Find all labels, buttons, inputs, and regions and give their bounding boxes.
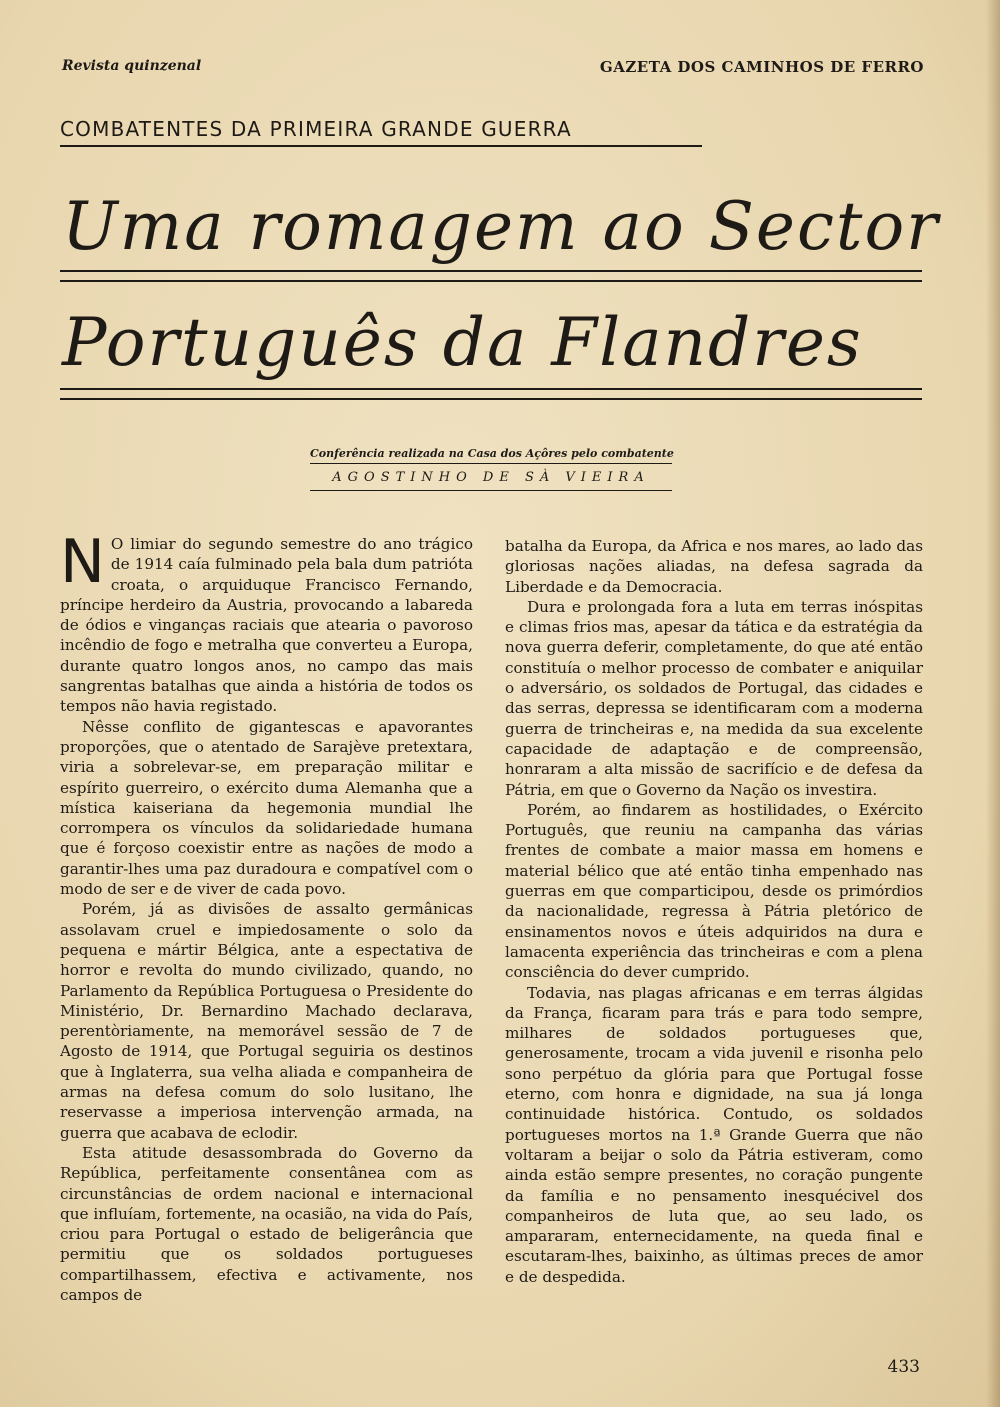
paragraph: N O limiar do segundo semestre do ano trágico de 1914 caía fulminado pela bala dum patrióta croata, o arquiduque Francisco Fernando, príncipe herdeiro da Austria, provocando a labareda de ódios e vinganças raciais que atearia o pavoroso incêndio de fogo e metralha que converteu a Europa, durante quatro longos anos, no campo das mais sangrentas batalhas que ainda a história de todos os tempos não havia registado. bbox=[60, 527, 473, 716]
paragraph: Esta atitude desassombrada do Governo da República, perfeitamente consentânea com as circunstâncias de ordem nacional e internacional que influíam, fortemente, na ocasião, na vida do País, criou para Portugal o estado de beligerância que permitiu que os soldados portugueses compartilhassem, efectiva e activamente, nos campos de bbox=[60, 1143, 473, 1304]
title-double-rule-bottom bbox=[60, 388, 922, 400]
paragraph: Porém, ao findarem as hostilidades, o Exército Português, que reuniu na campanha das várias frentes de combate a maior massa em homens e material bélico que até então tinha empenhado nas guerras em que comparticipou, desde os primórdios da nacionalidade, regressa à Pátria pletórico de ensinamentos novos e úteis adquiridos na dura e lamacenta experiência das trincheiras e com a plena consciência do dever cumprido. bbox=[505, 800, 923, 982]
page-number: 433 bbox=[887, 1357, 920, 1377]
article-kicker: COMBATENTES DA PRIMEIRA GRANDE GUERRA bbox=[60, 117, 702, 147]
paragraph: batalha da Europa, da Africa e nos mares, ao lado das gloriosas nações aliadas, na defesa sagrada da Liberdade e da Democracia. bbox=[505, 537, 923, 596]
running-header-left: Revista quinzenal bbox=[62, 58, 202, 74]
paragraph: Todavia, nas plagas africanas e em terras álgidas da França, ficaram para trás e para todo sempre, milhares de soldados portugueses que, generosamente, trocam a vida juvenil e risonha pelo sono perpétuo da glória para que Portugal fosse eterno, com honra e dignidade, na sua já longa continuidade histórica. Contudo, os soldados portugueses mortos na 1.ª Grande Guerra que não voltaram a beijar o solo da Pátria estiveram, como ainda estão sempre presentes, no coração pungente da família e no pensamento inesquécivel dos companheiros de luta que, ao seu lado, os ampararam, enternecidamente, na queda final e escutaram-lhes, baixinho, as últimas preces de amor e de despedida. bbox=[505, 983, 923, 1286]
conference-credit: Conferência realizada na Casa dos Açôres pelo combatente bbox=[310, 447, 672, 464]
paragraph: Porém, já as divisões de assalto germânicas assolavam cruel e impiedosamente o solo da pequena e mártir Bélgica, ante a espectativa de horror e revolta do mundo civilizado, quando, no Parlamento da República Portuguesa o Presidente do Ministério, Dr. Bernardino Machado declarava, perentòriamente, na memorável sessão de 7 de Agosto de 1914, que Portugal seguiria os destinos que à Inglaterra, sua velha aliada e companheira de armas na defesa comum do solo lusitano, lhe reservasse a imperiosa intervenção armada, na guerra que acabava de eclodir. bbox=[60, 900, 473, 1142]
text-column-right bbox=[505, 536, 923, 1287]
article-title-line-2: Português da Flandres bbox=[62, 304, 863, 381]
drop-cap: N bbox=[60, 527, 105, 597]
author-name: AGOSTINHO DE SÀ VIEIRA bbox=[310, 470, 672, 491]
running-header-right: GAZETA DOS CAMINHOS DE FERRO bbox=[599, 58, 924, 76]
paragraph: Nêsse conflito de gigantescas e apavorantes proporções, que o atentado de Sarajève pretextara, viria a sobrelevar-se, em preparação militar e espírito guerreiro, o exército duma Alemanha que a mística kaiseriana da hegemonia mundial lhe corrompera os vínculos da solidariedade humana que é forçoso coexistir entre as nações de modo a garantir-lhes uma paz duradoura e compatível com o modo de ser e de viver de cada povo. bbox=[60, 717, 473, 899]
paragraph: Dura e prolongada fora a luta em terras inóspitas e climas frios mas, apesar da tática e da estratégia da nova guerra deferir, completamente, do que até então constituía o melhor processo de combater e aniquilar o adversário, os soldados de Portugal, das cidades e das serras, depressa se identificaram com a moderna guerra de trincheiras e, na medida da sua excelente capacidade de adaptação e de compreensão, honraram a alta missão de sacrifício e de defesa da Pátria, em que o Governo da Nação os investira. bbox=[505, 597, 923, 799]
title-double-rule-top bbox=[60, 270, 922, 282]
article-title-line-1: Uma romagem ao Sector bbox=[62, 188, 940, 265]
text-column-left bbox=[60, 527, 473, 1305]
